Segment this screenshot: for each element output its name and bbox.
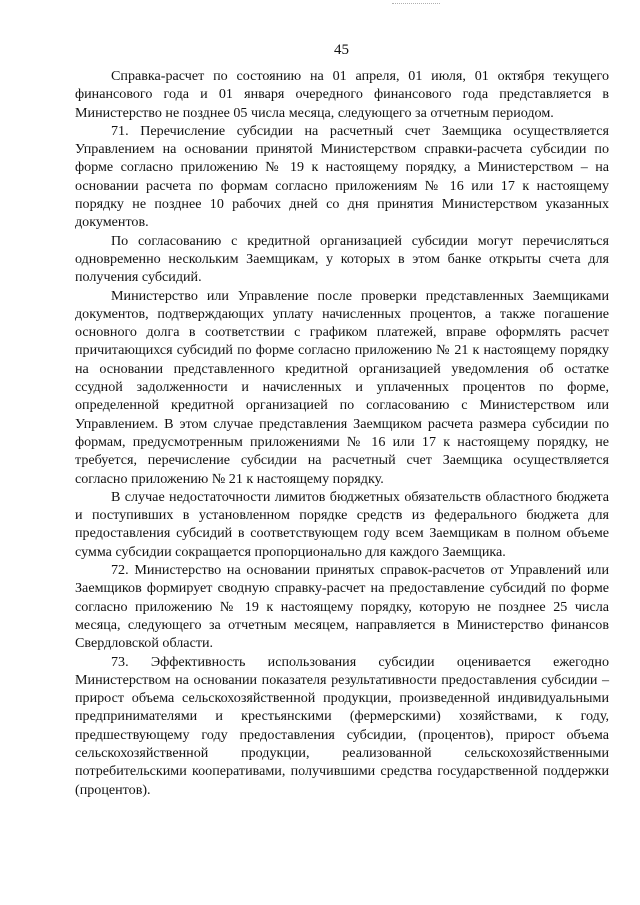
paragraph-72-summary: 72. Министерство на основании принятых справок-расчетов от Управлений или Заемщиков формирует сводную справку-расчет на предоставление субсидий по форме согласно приложению № 19 к настоящему порядку, которую не позднее 25 числа месяца, следующего за отчетным месяцем, направляется в Министерство финансов Свердловской области. — [75, 562, 609, 652]
paragraph-insufficient-limits: В случае недостаточности лимитов бюджетных обязательств областного бюджета и поступивших в установленном порядке средств из федерального бюджета для предоставления субсидий в соответствующем году всем Заемщикам в полном объеме сумма субсидии сокращается пропорционально для каждого Заемщика. — [75, 488, 609, 560]
paragraph-multiple-borrowers: По согласованию с кредитной организацией субсидии могут перечисляться одновременно нескольким Заемщикам, у которых в этом банке открыты счета для получения субсидий. — [75, 232, 609, 286]
paragraph-71-transfer: 71. Перечисление субсидии на расчетный счет Заемщика осуществляется Управлением на основании принятой Министерством справки-расчета субсидии по форме согласно приложению № 19 к настоящему порядку, а Министерством – на основании расчета по формам согласно приложениям № 16 или 17 к настоящему порядку не позднее 10 рабочих дней со дня принятия Министерством указанных документов. — [75, 122, 609, 231]
paragraph-subsidy-calculation: Министерство или Управление после проверки представленных Заемщиками документов, подтверждающих уплату начисленных процентов, а также погашение основного долга в соответствии с графиком платежей, вправе оформлять расчет причитающихся субсидий по форме согласно приложению № 21 к настоящему порядку на основании представленного кредитной организацией уведомления об остатке ссудной задолженности и начисленных и уплаченных процентов по форме, определенной кредитной организацией по согласованию с Министерством или Управлением. В этом случае представления Заемщиком расчета размера субсидии по формам, предусмотренным приложениями № 16 или 17 к настоящему порядку, не требуется, перечисление субсидии на расчетный счет Заемщика осуществляется согласно приложению № 21 к настоящему порядку. — [75, 287, 609, 487]
document-body — [75, 67, 609, 799]
scan-artifact — [392, 0, 440, 4]
paragraph-73-efficiency: 73. Эффективность использования субсидии оценивается ежегодно Министерством на основании показателя результативности предоставления субсидии – прирост объема сельскохозяйственной продукции, произведенной индивидуальными предпринимателями и крестьянскими (фермерскими) хозяйствами, к году, предшествующему году предоставления субсидии, (процентов), прирост объема сельскохозяйственной продукции, реализованной сельскохозяйственными потребительскими кооперативами, получившими средства государственной поддержки (процентов). — [75, 653, 609, 798]
page-number: 45 — [334, 42, 349, 58]
paragraph-report-schedule: Справка-расчет по состоянию на 01 апреля, 01 июля, 01 октября текущего финансового года и 01 января очередного финансового года представляется в Министерство не позднее 05 числа месяца, следующего за отчетным периодом. — [75, 68, 609, 121]
